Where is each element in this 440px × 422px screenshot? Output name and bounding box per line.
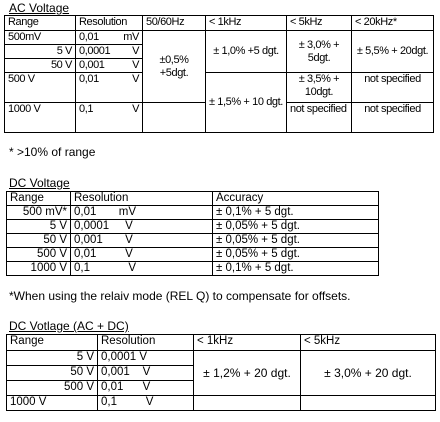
resolution-cell: 0,1 V xyxy=(76,103,143,133)
table-row xyxy=(7,234,379,248)
column-header: Resolution xyxy=(76,16,143,31)
accuracy-20khz-cell: not specified xyxy=(352,103,434,133)
resolution-cell: 0,0001 V xyxy=(76,45,143,59)
table-row xyxy=(5,73,434,103)
accuracy-5khz-cell: ± 3,0% + 20 dgt. xyxy=(301,351,436,396)
column-header: Accuracy xyxy=(213,192,379,206)
resolution-cell: 0,001 V xyxy=(76,59,143,73)
range-cell: 5 V xyxy=(7,351,98,366)
accuracy-20khz-cell: ± 5,5% + 20dgt. xyxy=(352,31,434,73)
resolution-cell: 0,01 V xyxy=(76,73,143,103)
range-cell: 500 V xyxy=(7,381,98,396)
accuracy-5khz-cell: not specified xyxy=(287,103,352,133)
resolution-cell: 0,0001 V xyxy=(71,220,213,234)
accuracy-20khz-cell: not specified xyxy=(352,73,434,103)
column-header: Range xyxy=(5,16,76,31)
resolution-cell: 0,01 mV xyxy=(76,31,143,45)
range-cell: 50 V xyxy=(5,59,76,73)
resolution-cell: 0,0001 V xyxy=(98,351,194,366)
accuracy-1khz-cell: ± 1,5% + 10 dgt. xyxy=(206,73,287,133)
dc-footnote: *When using the relaiv mode (REL Q) to compensate for offsets. xyxy=(9,289,351,303)
range-cell: 1000 V xyxy=(7,262,71,276)
dc-voltage-title: DC Voltage xyxy=(9,176,70,190)
dc-acdc-voltage-table xyxy=(6,334,436,411)
accuracy-cell: ± 0,1% + 5 dgt. xyxy=(213,206,379,220)
column-header: < 5kHz xyxy=(301,335,436,351)
ac-voltage-table xyxy=(4,15,434,133)
accuracy-cell: ± 0,05% + 5 dgt. xyxy=(213,220,379,234)
range-cell: 500 V xyxy=(7,248,71,262)
range-cell: 500mV xyxy=(5,31,76,45)
accuracy-1khz-cell xyxy=(194,396,301,411)
range-cell: 5 V xyxy=(7,220,71,234)
column-header: Resolution xyxy=(71,192,213,206)
resolution-cell: 0,01 V xyxy=(71,248,213,262)
column-header: < 1kHz xyxy=(206,16,287,31)
table-row xyxy=(7,248,379,262)
range-cell: 5 V xyxy=(5,45,76,59)
ac-voltage-title: AC Voltage xyxy=(9,1,70,15)
dc-voltage-table xyxy=(6,191,379,276)
column-header: < 1kHz xyxy=(194,335,301,351)
table-row xyxy=(7,206,379,220)
table-header-row xyxy=(7,335,436,351)
range-cell: 500 V xyxy=(5,73,76,103)
table-row xyxy=(7,220,379,234)
resolution-cell: 0,001 V xyxy=(71,234,213,248)
accuracy-1khz-cell: ± 1,2% + 20 dgt. xyxy=(194,351,301,396)
table-row xyxy=(7,351,436,366)
range-cell: 500 mV* xyxy=(7,206,71,220)
column-header: Range xyxy=(7,192,71,206)
range-cell: 50 V xyxy=(7,366,98,381)
resolution-cell: 0,1 V xyxy=(98,396,194,411)
range-cell: 50 V xyxy=(7,234,71,248)
accuracy-cell: ± 0,1% + 5 dgt. xyxy=(213,262,379,276)
resolution-cell: 0,1 V xyxy=(71,262,213,276)
accuracy-cell: ± 0,05% + 5 dgt. xyxy=(213,248,379,262)
accuracy-50-60hz-cell xyxy=(143,103,206,133)
accuracy-5khz-cell: ± 3,5% + 10dgt. xyxy=(287,73,352,103)
table-header-row xyxy=(5,16,434,31)
table-row xyxy=(7,262,379,276)
ac-footnote: * >10% of range xyxy=(9,145,96,159)
resolution-cell: 0,01 mV xyxy=(71,206,213,220)
resolution-cell: 0,001 V xyxy=(98,366,194,381)
accuracy-5khz-cell: ± 3,0% + 5dgt. xyxy=(287,31,352,73)
dc-acdc-voltage-title: DC Votlage (AC + DC) xyxy=(9,319,129,333)
column-header: < 20kHz* xyxy=(352,16,434,31)
accuracy-1khz-cell: ± 1,0% +5 dgt. xyxy=(206,31,287,73)
column-header: 50/60Hz xyxy=(143,16,206,31)
table-row xyxy=(5,31,434,45)
range-cell: 1000 V xyxy=(5,103,76,133)
table-row xyxy=(7,396,436,411)
accuracy-5khz-cell xyxy=(301,396,436,411)
resolution-cell: 0,01 V xyxy=(98,381,194,396)
column-header: Resolution xyxy=(98,335,194,351)
table-header-row xyxy=(7,192,379,206)
column-header: < 5kHz xyxy=(287,16,352,31)
column-header: Range xyxy=(7,335,98,351)
accuracy-50-60hz-cell: ±0,5% +5dgt. xyxy=(143,31,206,103)
range-cell: 1000 V xyxy=(7,396,98,411)
accuracy-cell: ± 0,05% + 5 dgt. xyxy=(213,234,379,248)
